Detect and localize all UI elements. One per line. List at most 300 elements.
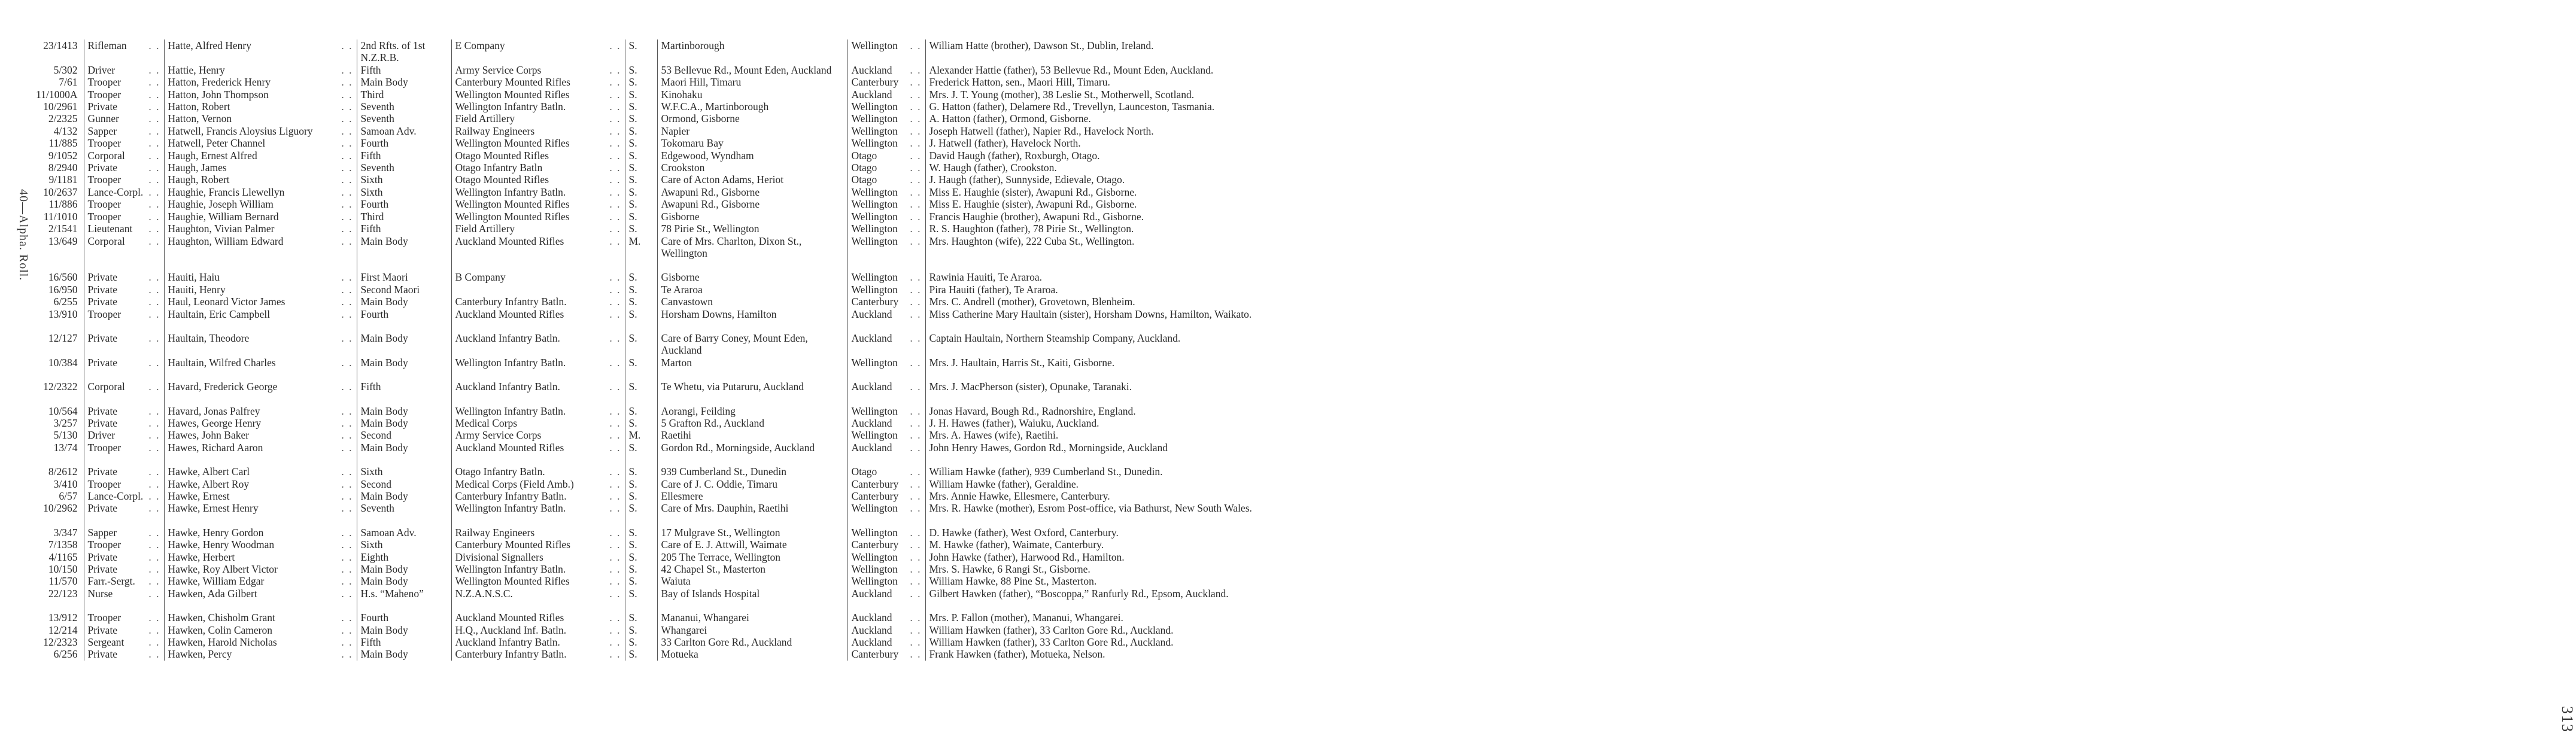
next-of-kin-cell: [925, 101, 1295, 112]
table-row: [18, 539, 1295, 550]
corps: Wellington Infantry Batln.: [455, 404, 566, 417]
last-address-cell: [657, 198, 847, 210]
leader-dots: . .: [609, 235, 621, 247]
corps: Wellington Infantry Batln.: [455, 185, 566, 198]
regimental-number-cell: [18, 357, 84, 369]
regimental-number-cell: [18, 417, 84, 429]
unit: Eighth: [360, 550, 389, 563]
unit-cell: [357, 454, 451, 477]
unit: Fourth: [360, 308, 389, 320]
leader-dots: . .: [341, 185, 353, 198]
district: Canterbury: [851, 76, 899, 89]
soldier-name-cell: [164, 137, 357, 149]
regimental-number: 5/130: [53, 429, 78, 442]
rank-cell: [84, 417, 164, 429]
last-address-cell: [657, 76, 847, 88]
leader-dots: . .: [341, 137, 353, 150]
regimental-number-cell: [18, 223, 84, 235]
rank-cell: [84, 39, 164, 64]
unit: Seventh: [360, 101, 394, 113]
rank-cell: [84, 357, 164, 369]
regimental-number: 2/2325: [48, 112, 78, 125]
soldier-name-cell: [164, 502, 357, 514]
last-address-cell: [657, 600, 847, 623]
regimental-number-cell: [18, 89, 84, 101]
leader-dots: . .: [609, 381, 621, 393]
soldier-name: Hawke, Albert Roy: [168, 477, 250, 490]
rank: Private: [87, 404, 118, 417]
soldier-name: Haul, Leonard Victor James: [168, 296, 285, 308]
district-cell: [847, 101, 925, 112]
unit-cell: [357, 76, 451, 88]
district: Wellington: [851, 502, 898, 515]
district: Canterbury: [851, 539, 899, 551]
leader-dots: . .: [341, 112, 353, 125]
last-address-cell: [657, 624, 847, 636]
leader-dots: . .: [609, 331, 621, 344]
leader-dots: . .: [609, 648, 621, 661]
next-of-kin: Alexander Hattie (father), 53 Bellevue Rd., Mount Eden, Auckland.: [929, 63, 1214, 76]
marital-status: S.: [628, 162, 637, 174]
leader-dots: . .: [341, 223, 353, 235]
district-cell: [847, 64, 925, 76]
leader-dots: . .: [148, 575, 160, 588]
last-address: 53 Bellevue Rd., Mount Eden, Auckland: [661, 63, 832, 76]
next-of-kin: Frederick Hatton, sen., Maori Hill, Timaru.: [929, 76, 1110, 89]
leader-dots: . .: [148, 416, 160, 429]
district: Auckland: [851, 63, 892, 76]
table-row: [18, 223, 1295, 235]
rank: Rifleman: [87, 39, 127, 51]
rank: Trooper: [87, 210, 121, 223]
unit: Seventh: [360, 162, 394, 174]
last-address: Care of Mrs. Charlton, Dixon St., Wellington: [661, 235, 802, 259]
district: Auckland: [851, 308, 892, 320]
soldier-name-cell: [164, 636, 357, 648]
table-row: [18, 150, 1295, 162]
marital-status: S.: [628, 210, 637, 223]
regimental-number-cell: [18, 648, 84, 660]
leader-dots: . .: [609, 612, 621, 624]
last-address: Napier: [661, 124, 690, 137]
leader-dots: . .: [910, 76, 922, 89]
district-cell: [847, 259, 925, 283]
corps: Railway Engineers: [455, 526, 535, 539]
marital-status-cell: [625, 600, 657, 623]
leader-dots: . .: [609, 587, 621, 600]
unit: Main Body: [360, 623, 408, 636]
unit-cell: [357, 150, 451, 162]
regimental-number-cell: [18, 150, 84, 162]
marital-status: S.: [628, 198, 637, 211]
rank: Sergeant: [87, 636, 124, 649]
unit: Samoan Adv.: [360, 526, 417, 539]
soldier-name: Hawke, Roy Albert Victor: [168, 563, 278, 576]
regimental-number-cell: [18, 112, 84, 124]
marital-status-cell: [625, 101, 657, 112]
next-of-kin-cell: [925, 296, 1295, 308]
last-address: Edgewood, Wyndham: [661, 149, 754, 162]
corps-cell: [451, 76, 625, 88]
unit: Main Body: [360, 296, 408, 308]
leader-dots: . .: [910, 331, 922, 344]
leader-dots: . .: [609, 296, 621, 308]
leader-dots: . .: [910, 477, 922, 490]
regimental-number: 12/214: [48, 623, 78, 636]
marital-status: S.: [628, 404, 637, 417]
corps-cell: [451, 296, 625, 308]
corps: Army Service Corps: [455, 429, 542, 442]
soldier-name: Hawke, Ernest Henry: [168, 502, 259, 515]
regimental-number: 6/57: [59, 490, 78, 502]
leader-dots: . .: [609, 124, 621, 137]
next-of-kin: M. Hawke (father), Waimate, Canterbury.: [929, 539, 1104, 551]
rank: Corporal: [87, 235, 125, 247]
corps-cell: [451, 320, 625, 357]
marital-status: S.: [628, 612, 637, 624]
district-cell: [847, 429, 925, 441]
table-row: [18, 211, 1295, 223]
soldier-name-cell: [164, 320, 357, 357]
leader-dots: . .: [609, 502, 621, 515]
corps: Canterbury Infantry Batln.: [455, 490, 567, 502]
district: Wellington: [851, 101, 898, 113]
unit-cell: [357, 125, 451, 137]
leader-dots: . .: [910, 149, 922, 162]
leader-dots: . .: [148, 88, 160, 101]
soldier-name-cell: [164, 150, 357, 162]
corps-cell: [451, 125, 625, 137]
next-of-kin: Captain Haultain, Northern Steamship Company, Auckland.: [929, 331, 1181, 344]
last-address-cell: [657, 150, 847, 162]
leader-dots: . .: [341, 283, 353, 296]
regimental-number-cell: [18, 393, 84, 417]
regimental-number: 11/886: [48, 198, 78, 211]
leader-dots: . .: [148, 356, 160, 369]
next-of-kin: Mrs. J. T. Young (mother), 38 Leslie St., Motherwell, Scotland.: [929, 88, 1195, 101]
corps-cell: [451, 162, 625, 174]
marital-status-cell: [625, 575, 657, 587]
soldier-name: Haugh, Robert: [168, 174, 230, 186]
rank: Corporal: [87, 381, 125, 393]
next-of-kin-cell: [925, 369, 1295, 393]
soldier-name-cell: [164, 296, 357, 308]
soldier-name-cell: [164, 357, 357, 369]
marital-status-cell: [625, 320, 657, 357]
next-of-kin: William Hawke (father), 939 Cumberland St., Dunedin.: [929, 466, 1163, 478]
next-of-kin-cell: [925, 198, 1295, 210]
last-address-cell: [657, 442, 847, 454]
last-address-cell: [657, 588, 847, 600]
district: Auckland: [851, 612, 892, 624]
next-of-kin: Mrs. S. Hawke, 6 Rangi St., Gisborne.: [929, 563, 1090, 576]
regimental-number: 13/74: [53, 441, 78, 454]
leader-dots: . .: [341, 477, 353, 490]
unit: Second: [360, 429, 392, 442]
marital-status: S.: [628, 76, 637, 89]
soldier-name-cell: [164, 515, 357, 539]
marital-status: S.: [628, 490, 637, 502]
district-cell: [847, 539, 925, 550]
marital-status: S.: [628, 308, 637, 320]
last-address-cell: [657, 112, 847, 124]
unit-cell: [357, 101, 451, 112]
unit-cell: [357, 259, 451, 283]
table-row: [18, 296, 1295, 308]
regimental-number: 10/2962: [43, 502, 78, 515]
soldier-name-cell: [164, 64, 357, 76]
leader-dots: . .: [910, 636, 922, 649]
regimental-number: 23/1413: [43, 39, 78, 51]
unit: Fifth: [360, 63, 381, 76]
soldier-name-cell: [164, 417, 357, 429]
corps: Medical Corps: [455, 416, 518, 429]
next-of-kin: Mrs. C. Andrell (mother), Grovetown, Blenheim.: [929, 296, 1135, 308]
rank-cell: [84, 308, 164, 320]
leader-dots: . .: [341, 331, 353, 344]
rank-cell: [84, 648, 164, 660]
district-cell: [847, 575, 925, 587]
unit-cell: [357, 64, 451, 76]
last-address: Care of Barry Coney, Mount Eden, Auckland: [661, 331, 808, 357]
rank-cell: [84, 624, 164, 636]
soldier-name-cell: [164, 442, 357, 454]
last-address: 5 Grafton Rd., Auckland: [661, 416, 765, 429]
last-address: Raetihi: [661, 429, 692, 442]
last-address-cell: [657, 137, 847, 149]
marital-status-cell: [625, 39, 657, 64]
unit-cell: [357, 211, 451, 223]
soldier-name: Hatton, Frederick Henry: [168, 76, 271, 89]
soldier-name: Haultain, Eric Campbell: [168, 308, 271, 320]
regimental-number-cell: [18, 235, 84, 260]
rank-cell: [84, 211, 164, 223]
district-cell: [847, 296, 925, 308]
district-cell: [847, 137, 925, 149]
next-of-kin-cell: [925, 357, 1295, 369]
last-address: Awapuni Rd., Gisborne: [661, 198, 760, 211]
soldier-name: Hatwell, Francis Aloysius Liguory: [168, 124, 313, 137]
leader-dots: . .: [148, 210, 160, 223]
marital-status-cell: [625, 186, 657, 198]
soldier-name: Haughie, William Bernard: [168, 210, 279, 223]
leader-dots: . .: [341, 612, 353, 624]
last-address: Marton: [661, 356, 692, 369]
next-of-kin: David Haugh (father), Roxburgh, Otago.: [929, 149, 1100, 162]
leader-dots: . .: [148, 198, 160, 211]
next-of-kin: J. H. Hawes (father), Waiuku, Auckland.: [929, 416, 1099, 429]
soldier-name-cell: [164, 101, 357, 112]
last-address-cell: [657, 369, 847, 393]
corps-cell: [451, 515, 625, 539]
regimental-number: 11/570: [48, 575, 78, 588]
unit: Sixth: [360, 539, 383, 551]
regimental-number: 13/912: [48, 612, 78, 624]
corps: E Company: [455, 39, 505, 51]
district-cell: [847, 112, 925, 124]
table-row: [18, 588, 1295, 600]
leader-dots: . .: [910, 223, 922, 235]
last-address-cell: [657, 636, 847, 648]
leader-dots: . .: [148, 563, 160, 576]
table-row: [18, 101, 1295, 112]
unit-cell: [357, 588, 451, 600]
district: Wellington: [851, 563, 898, 576]
leader-dots: . .: [609, 198, 621, 211]
marital-status: S.: [628, 63, 637, 76]
regimental-number: 10/384: [48, 356, 78, 369]
rank: Private: [87, 550, 118, 563]
leader-dots: . .: [341, 308, 353, 320]
next-of-kin: William Hawken (father), 33 Carlton Gore Rd., Auckland.: [929, 623, 1174, 636]
leader-dots: . .: [910, 356, 922, 369]
regimental-number: 22/123: [48, 587, 78, 600]
soldier-name: Haughie, Joseph William: [168, 198, 274, 211]
district: Wellington: [851, 185, 898, 198]
marital-status: S.: [628, 124, 637, 137]
last-address-cell: [657, 39, 847, 64]
leader-dots: . .: [910, 539, 922, 551]
leader-dots: . .: [148, 174, 160, 186]
unit: Main Body: [360, 441, 408, 454]
next-of-kin: Jonas Havard, Bough Rd., Radnorshire, England.: [929, 404, 1136, 417]
marital-status: S.: [628, 185, 637, 198]
table-row: [18, 89, 1295, 101]
leader-dots: . .: [910, 416, 922, 429]
district-cell: [847, 502, 925, 514]
rank: Trooper: [87, 477, 121, 490]
last-address: Care of Acton Adams, Heriot: [661, 174, 784, 186]
leader-dots: . .: [148, 271, 160, 284]
regimental-number: 9/1052: [48, 149, 78, 162]
next-of-kin: Miss Catherine Mary Haultain (sister), Horsham Downs, Hamilton, Waikato.: [929, 308, 1252, 320]
unit: Seventh: [360, 112, 394, 125]
corps: Canterbury Infantry Batln.: [455, 296, 567, 308]
regimental-number-cell: [18, 636, 84, 648]
corps-cell: [451, 369, 625, 393]
rank-cell: [84, 636, 164, 648]
next-of-kin: Gilbert Hawken (father), “Boscoppa,” Ranfurly Rd., Epsom, Auckland.: [929, 587, 1229, 600]
next-of-kin: William Hawken (father), 33 Carlton Gore Rd., Auckland.: [929, 636, 1174, 649]
leader-dots: . .: [910, 162, 922, 174]
soldier-name-cell: [164, 551, 357, 563]
corps: Auckland Mounted Rifles: [455, 612, 564, 624]
marital-status-cell: [625, 417, 657, 429]
corps-cell: [451, 442, 625, 454]
leader-dots: . .: [609, 223, 621, 235]
unit-cell: [357, 648, 451, 660]
leader-dots: . .: [609, 550, 621, 563]
leader-dots: . .: [148, 308, 160, 320]
rank-cell: [84, 502, 164, 514]
unit-cell: [357, 636, 451, 648]
table-row: [18, 308, 1295, 320]
leader-dots: . .: [910, 124, 922, 137]
leader-dots: . .: [148, 223, 160, 235]
unit-cell: [357, 429, 451, 441]
next-of-kin-cell: [925, 125, 1295, 137]
regimental-number-cell: [18, 588, 84, 600]
table-row: [18, 624, 1295, 636]
leader-dots: . .: [609, 441, 621, 454]
marital-status-cell: [625, 624, 657, 636]
unit: Sixth: [360, 466, 383, 478]
leader-dots: . .: [910, 587, 922, 600]
unit-cell: [357, 490, 451, 502]
soldier-name: Hatton, Vernon: [168, 112, 232, 125]
regimental-number: 13/649: [48, 235, 78, 247]
district: Wellington: [851, 271, 898, 284]
leader-dots: . .: [148, 235, 160, 247]
marital-status-cell: [625, 636, 657, 648]
next-of-kin: Pira Hauiti (father), Te Araroa.: [929, 283, 1058, 296]
regimental-number: 2/1541: [48, 223, 78, 235]
regimental-number-cell: [18, 101, 84, 112]
corps: Auckland Mounted Rifles: [455, 441, 564, 454]
last-address: Tokomaru Bay: [661, 137, 724, 150]
rank: Trooper: [87, 174, 121, 186]
last-address-cell: [657, 235, 847, 260]
regimental-number-cell: [18, 369, 84, 393]
district-cell: [847, 454, 925, 477]
rank-cell: [84, 588, 164, 600]
rank-cell: [84, 174, 164, 185]
next-of-kin: Mrs. P. Fallon (mother), Mananui, Whangarei.: [929, 612, 1123, 624]
regimental-number-cell: [18, 624, 84, 636]
next-of-kin-cell: [925, 89, 1295, 101]
next-of-kin: William Hawke (father), Geraldine.: [929, 477, 1079, 490]
leader-dots: . .: [609, 283, 621, 296]
soldier-name: Hawken, Ada Gilbert: [168, 587, 257, 600]
unit-cell: [357, 417, 451, 429]
next-of-kin: A. Hatton (father), Ormond, Gisborne.: [929, 112, 1091, 125]
leader-dots: . .: [148, 539, 160, 551]
leader-dots: . .: [341, 101, 353, 113]
table-row: [18, 112, 1295, 124]
unit: Main Body: [360, 331, 408, 344]
corps: Field Artillery: [455, 112, 515, 125]
district: Canterbury: [851, 477, 899, 490]
next-of-kin-cell: [925, 417, 1295, 429]
next-of-kin: Mrs. J. MacPherson (sister), Opunake, Taranaki.: [929, 381, 1132, 393]
leader-dots: . .: [910, 429, 922, 442]
rank-cell: [84, 551, 164, 563]
corps-cell: [451, 198, 625, 210]
next-of-kin-cell: [925, 259, 1295, 283]
district-cell: [847, 600, 925, 623]
soldier-name: Haultain, Wilfred Charles: [168, 356, 276, 369]
last-address: 78 Pirie St., Wellington: [661, 223, 760, 235]
soldier-name-cell: [164, 235, 357, 260]
rank-cell: [84, 490, 164, 502]
leader-dots: . .: [609, 76, 621, 89]
district: Wellington: [851, 575, 898, 588]
soldier-name-cell: [164, 162, 357, 174]
last-address: Canvastown: [661, 296, 713, 308]
leader-dots: . .: [341, 296, 353, 308]
regimental-number: 10/564: [48, 404, 78, 417]
regimental-number-cell: [18, 137, 84, 149]
soldier-name-cell: [164, 454, 357, 477]
marital-status: S.: [628, 149, 637, 162]
district: Wellington: [851, 112, 898, 125]
marital-status: S.: [628, 575, 637, 588]
leader-dots: . .: [148, 76, 160, 89]
last-address-cell: [657, 563, 847, 575]
unit-cell: [357, 89, 451, 101]
next-of-kin-cell: [925, 648, 1295, 660]
marital-status: S.: [628, 539, 637, 551]
